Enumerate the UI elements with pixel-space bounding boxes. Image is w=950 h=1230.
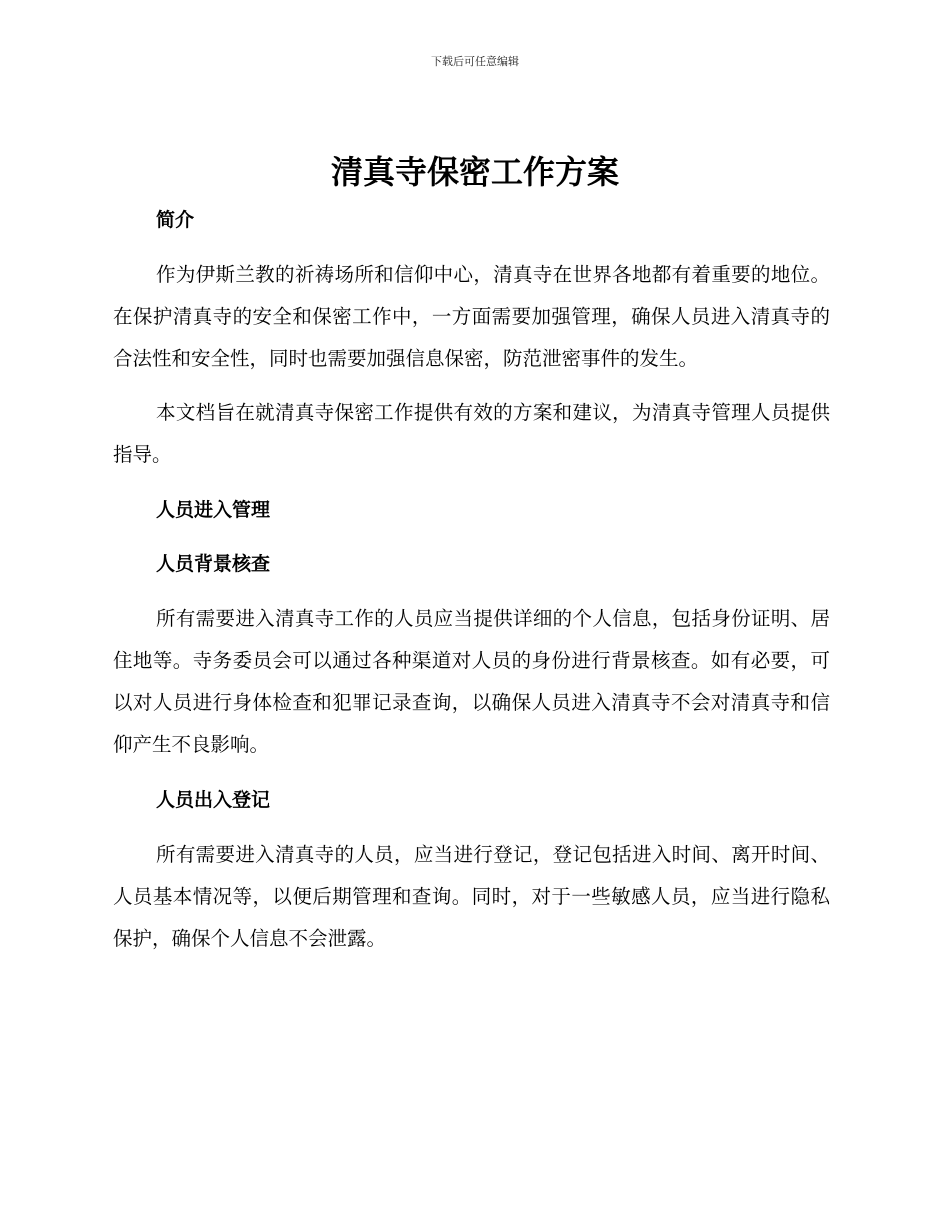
document-body: [113, 200, 830, 960]
subsection-heading-registration: 人员出入登记: [156, 789, 271, 811]
paragraph-intro-1: 作为伊斯兰教的祈祷场所和信仰中心，清真寺在世界各地都有着重要的地位。在保护清真寺的安全和保密工作中，一方面需要加强管理，确保人员进入清真寺的合法性和安全性，同时也需要加强信息保密，防范泄密事件的发生。: [113, 263, 830, 370]
section-heading-intro: 简介: [156, 209, 195, 231]
paragraph-intro-2: 本文档旨在就清真寺保密工作提供有效的方案和建议，为清真寺管理人员提供指导。: [113, 401, 830, 466]
paragraph-registration: 所有需要进入清真寺的人员，应当进行登记，登记包括进入时间、离开时间、人员基本情况等，以便后期管理和查询。同时，对于一些敏感人员，应当进行隐私保护，确保个人信息不会泄露。: [113, 843, 830, 950]
document-title: 清真寺保密工作方案: [330, 153, 619, 191]
page-header-note: 下载后可任意编辑: [431, 55, 519, 68]
paragraph-background-check: 所有需要进入清真寺工作的人员应当提供详细的个人信息，包括身份证明、居住地等。寺务委员会可以通过各种渠道对人员的身份进行背景核查。如有必要，可以对人员进行身体检查和犯罪记录查询，以确保人员进入清真寺不会对清真寺和信仰产生不良影响。: [113, 607, 830, 756]
subsection-heading-background-check: 人员背景核查: [156, 553, 271, 575]
section-heading-entry-management: 人员进入管理: [156, 499, 271, 521]
